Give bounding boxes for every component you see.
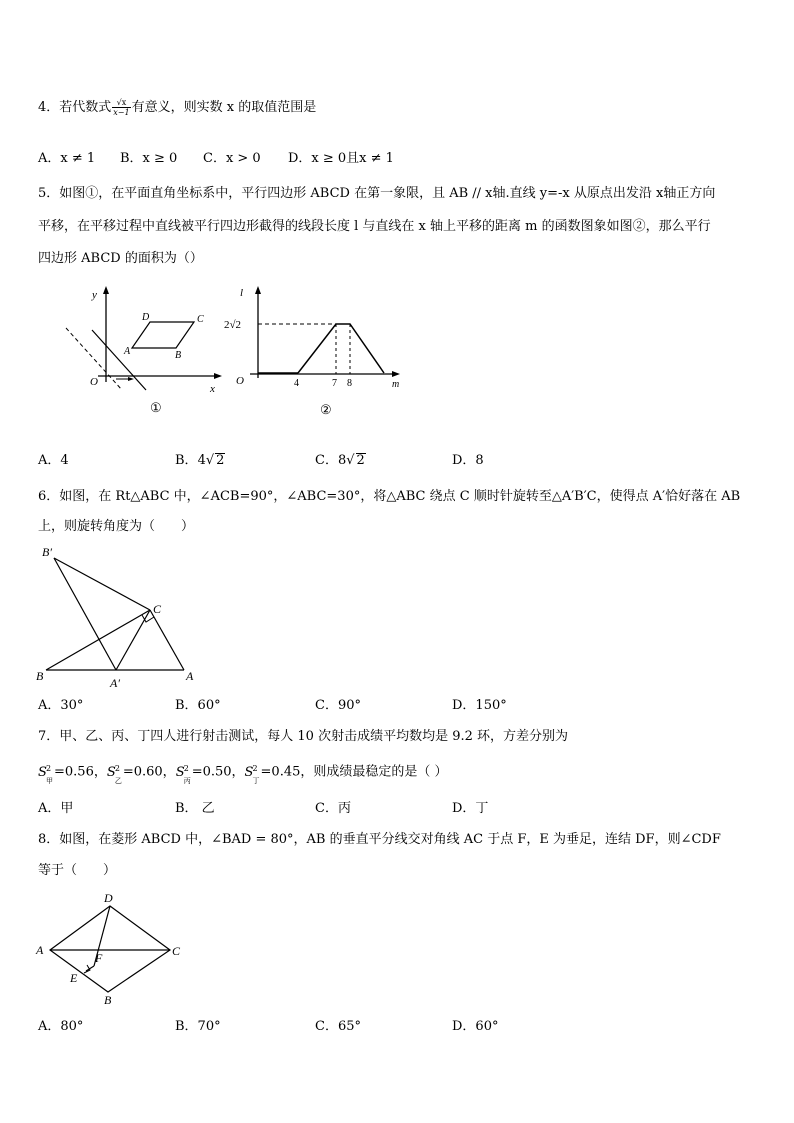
q7-option-a[interactable]: A．甲 xyxy=(38,801,74,816)
fig2-caption: ② xyxy=(320,402,332,417)
q5-line2: 平移，在平移过程中直线被平行四边形截得的线段长度 l 与直线在 x 轴上平移的距离 m 的函数图象如图②，那么平行 xyxy=(38,219,711,234)
fig2-tick-8: 8 xyxy=(347,378,352,389)
q4-stem-text-2: 有意义，则实数 x 的取值范围是 xyxy=(131,100,317,115)
q8-label-b: B xyxy=(104,993,112,1007)
q7-option-b[interactable]: B． 乙 xyxy=(175,801,215,816)
fig2-ytick: 2√2 xyxy=(224,319,242,331)
q4-fraction xyxy=(112,98,130,117)
q7-line2 xyxy=(38,763,448,785)
y-axis-arrow xyxy=(103,286,109,294)
q7-line1: 7．甲、乙、丙、丁四人进行射击测试，每人 10 次射击成绩平均数均是 9.2 环，方差分别为 xyxy=(38,729,569,744)
variance-jia: S 2 甲 xyxy=(38,764,53,785)
q4-option-b[interactable]: B．x ≥ 0 xyxy=(120,151,178,166)
fig1-label-a: A xyxy=(124,346,131,357)
parallelogram-abcd xyxy=(132,322,194,348)
right-angle-e xyxy=(84,965,90,973)
q8-label-e: E xyxy=(70,971,78,985)
m-axis-arrow xyxy=(392,371,400,377)
q5-option-a[interactable]: A．4 xyxy=(38,453,69,468)
segment-ap-c xyxy=(116,610,150,670)
fig2-tick-4: 4 xyxy=(294,378,299,389)
q8-label-d: D xyxy=(104,891,113,905)
fig1-caption: ① xyxy=(150,400,162,415)
fig2-label-l: l xyxy=(240,287,244,299)
q5-option-b[interactable]: B．4√ 2 xyxy=(175,453,225,468)
fig2-tick-7: 7 xyxy=(332,378,337,389)
fig1-label-d: D xyxy=(142,312,150,323)
q6-option-c[interactable]: C．90° xyxy=(315,698,361,713)
q6-label-ap: A′ xyxy=(110,676,120,690)
q5-option-c[interactable]: C．8√ 2 xyxy=(315,453,365,468)
q8-option-a[interactable]: A．80° xyxy=(38,1019,84,1034)
q8-label-f: F xyxy=(95,951,103,965)
q4-stem-text: 4．若代数式 xyxy=(38,100,112,115)
q5-c-label: C． xyxy=(315,453,338,468)
q8-option-c[interactable]: C．65° xyxy=(315,1019,361,1034)
shift-arrow-head xyxy=(128,377,134,381)
fig1-label-x: x xyxy=(210,383,215,395)
graph-l-vs-m xyxy=(298,324,384,373)
variance-ding: S 2 丁 xyxy=(244,764,260,785)
q6-line2: 上，则旋转角度为（ ） xyxy=(38,519,195,534)
q7-value-4: =0.45，则成绩最稳定的是（ ） xyxy=(260,764,448,780)
q4-option-c[interactable]: C．x > 0 xyxy=(203,151,261,166)
q5-option-d[interactable]: D．8 xyxy=(452,453,484,468)
q6-line1: 6．如图，在 Rt△ABC 中，∠ACB=90°，∠ABC=30°，将△ABC 绕点 C 顺时针旋转至△A′B′C，使得点 A′恰好落在 AB xyxy=(38,489,741,504)
q6-option-a[interactable]: A．30° xyxy=(38,698,84,713)
fig1-label-y: y xyxy=(92,289,97,301)
rhombus-abcd xyxy=(50,906,170,992)
q5-figure-1 xyxy=(58,282,228,422)
q6-label-bp: B′ xyxy=(42,545,52,559)
segment-ca xyxy=(150,610,184,670)
q8-figure xyxy=(34,888,194,1010)
q8-option-d[interactable]: D．60° xyxy=(452,1019,499,1034)
q5-c-radicand: 2 xyxy=(356,453,365,468)
q5-b-label: B． xyxy=(175,453,198,468)
q7-value-1: =0.56， xyxy=(54,764,107,780)
variance-yi: S 2 乙 xyxy=(106,764,122,785)
q7-value-2: =0.60， xyxy=(122,764,176,780)
q7-option-c[interactable]: C．丙 xyxy=(315,801,351,816)
q6-figure xyxy=(34,540,204,692)
fig2-label-m: m xyxy=(392,379,400,390)
q6-label-b: B xyxy=(36,669,44,683)
fig1-label-b: B xyxy=(175,350,182,361)
q5-b-radicand: 2 xyxy=(216,453,225,468)
q6-label-a: A xyxy=(186,669,194,683)
q5-figure-2 xyxy=(220,282,410,422)
q5-line3: 四边形 ABCD 的面积为（） xyxy=(38,251,203,266)
q5-b-coef: 4 xyxy=(197,453,206,468)
fig1-label-o: O xyxy=(90,376,98,388)
q4-option-d[interactable]: D．x ≥ 0且x ≠ 1 xyxy=(288,151,394,166)
q8-label-a: A xyxy=(36,943,44,957)
q6-option-d[interactable]: D．150° xyxy=(452,698,507,713)
l-axis-arrow xyxy=(255,286,261,294)
q4-frac-den: x−1 xyxy=(113,108,130,117)
q5-line1: 5．如图①，在平面直角坐标系中，平行四边形 ABCD 在第一象限，且 AB // x轴.直线 y=-x 从原点出发沿 x轴正方向 xyxy=(38,186,716,201)
q7-option-d[interactable]: D．丁 xyxy=(452,801,489,816)
q4-stem xyxy=(38,98,316,117)
q8-line2: 等于（ ） xyxy=(38,863,117,878)
fig1-label-c: C xyxy=(197,314,204,325)
q4-frac-num: √x xyxy=(112,98,130,108)
q8-option-b[interactable]: B．70° xyxy=(175,1019,221,1034)
q8-line1: 8．如图，在菱形 ABCD 中，∠BAD = 80°，AB 的垂直平分线交对角线 AC 于点 F，E 为垂足，连结 DF，则∠CDF xyxy=(38,832,721,847)
q8-label-c: C xyxy=(172,944,181,958)
q6-label-c: C xyxy=(153,602,162,616)
q4-option-a[interactable]: A．x ≠ 1 xyxy=(38,151,96,166)
q7-value-3: =0.50， xyxy=(191,764,245,780)
segment-bc xyxy=(46,610,150,670)
q5-c-coef: 8 xyxy=(337,453,347,468)
variance-bing: S 2 丙 xyxy=(175,764,191,785)
q6-option-b[interactable]: B．60° xyxy=(175,698,221,713)
fig2-label-o: O xyxy=(236,375,244,387)
